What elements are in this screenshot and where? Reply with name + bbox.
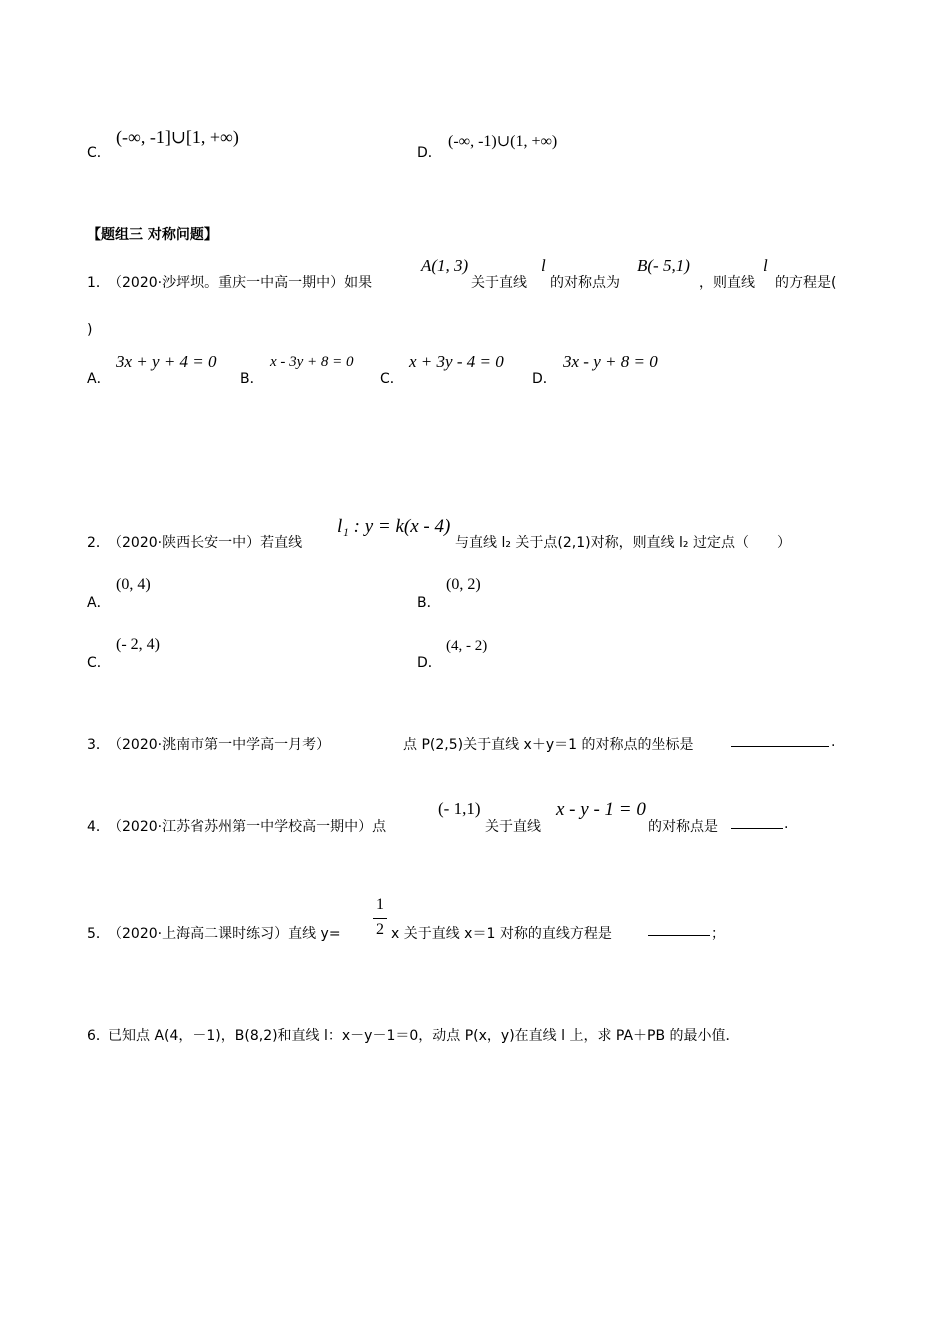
q1-option-b-label: B． <box>240 371 264 387</box>
option-c-math: (-∞, -1]∪[1, +∞) <box>116 127 239 147</box>
q1-point-a: A(1, 3) <box>421 256 469 275</box>
q2-number: 2． <box>87 535 110 551</box>
q2-source: （2020·陕西长安一中）若直线 <box>108 535 303 551</box>
q1-text-4: 的方程是( <box>775 275 837 291</box>
q4-source: （2020·江苏省苏州第一中学校高一期中）点 <box>108 819 387 835</box>
q2-line-math: l₁ : y = k(x - 4) <box>337 516 451 537</box>
q1-line-l-1: l <box>541 256 546 275</box>
q1-text-3: ，则直线 <box>699 275 755 291</box>
q2-option-a-label: A． <box>87 595 111 611</box>
q6-number: 6． <box>87 1028 110 1044</box>
q1-option-c-math: x + 3y - 4 = 0 <box>409 352 504 371</box>
q5-number: 5． <box>87 926 110 942</box>
q2-option-d-label: D． <box>417 655 442 671</box>
q2-option-d-math: (4, - 2) <box>446 638 488 654</box>
q1-line-l-2: l <box>763 256 768 275</box>
q5-fraction-numerator: 1 <box>376 896 384 913</box>
q2-option-b-math: (0, 2) <box>446 576 481 593</box>
option-c-label: C． <box>87 145 111 161</box>
q1-text-5: ) <box>87 322 93 338</box>
q2-option-a-math: (0, 4) <box>116 576 151 593</box>
q1-text-1: 关于直线 <box>471 275 527 291</box>
q4-answer-blank[interactable] <box>731 816 783 834</box>
q2-option-c-label: C． <box>87 655 111 671</box>
q1-source: （2020·沙坪坝。重庆一中高一期中）如果 <box>108 275 373 291</box>
q2-option-b-label: B． <box>417 595 441 611</box>
q4-line: x - y - 1 = 0 <box>556 799 646 820</box>
section-title: 【题组三 对称问题】 <box>87 227 218 243</box>
q1-option-b-math: x - 3y + 8 = 0 <box>270 354 354 370</box>
q3-number: 3． <box>87 737 110 753</box>
q1-number: 1． <box>87 275 110 291</box>
q3-text: 点 P(2,5)关于直线 x＋y＝1 的对称点的坐标是 <box>403 737 694 753</box>
q3-source: （2020·洮南市第一中学高一月考） <box>108 737 331 753</box>
q3-answer-blank[interactable] <box>731 734 829 752</box>
q3-end: . <box>831 734 836 750</box>
q6-text: 已知点 A(4，－1)，B(8,2)和直线 l：x－y－1＝0，动点 P(x，y)在直线 l 上，求 PA＋PB 的最小值． <box>108 1028 740 1044</box>
q1-option-a-math: 3x + y + 4 = 0 <box>116 352 217 371</box>
q4-point: (- 1,1) <box>438 799 481 818</box>
q4-text-1: 关于直线 <box>485 819 541 835</box>
q1-option-c-label: C． <box>380 371 404 387</box>
q4-text-2: 的对称点是 <box>648 819 718 835</box>
q1-option-a-label: A． <box>87 371 111 387</box>
q1-text-2: 的对称点为 <box>550 275 620 291</box>
q5-fraction-denominator: 2 <box>376 921 384 938</box>
q5-source: （2020·上海高二课时练习）直线 y= <box>108 926 341 942</box>
option-d-label: D． <box>417 145 442 161</box>
q2-rest: 与直线 l₂ 关于点(2,1)对称，则直线 l₂ 过定点（ ） <box>455 535 791 551</box>
option-d-math: (-∞, -1)∪(1, +∞) <box>448 133 558 150</box>
q5-answer-blank[interactable] <box>648 923 710 941</box>
q4-number: 4． <box>87 819 110 835</box>
q2-option-c-math: (- 2, 4) <box>116 636 160 653</box>
q1-option-d-math: 3x - y + 8 = 0 <box>563 352 658 371</box>
q5-end: ； <box>711 926 725 942</box>
q4-end: . <box>784 816 789 832</box>
q5-fraction-bar <box>373 918 387 919</box>
q1-option-d-label: D． <box>532 371 557 387</box>
q5-text: x 关于直线 x＝1 对称的直线方程是 <box>391 926 612 942</box>
q1-point-b: B(- 5,1) <box>637 256 690 275</box>
